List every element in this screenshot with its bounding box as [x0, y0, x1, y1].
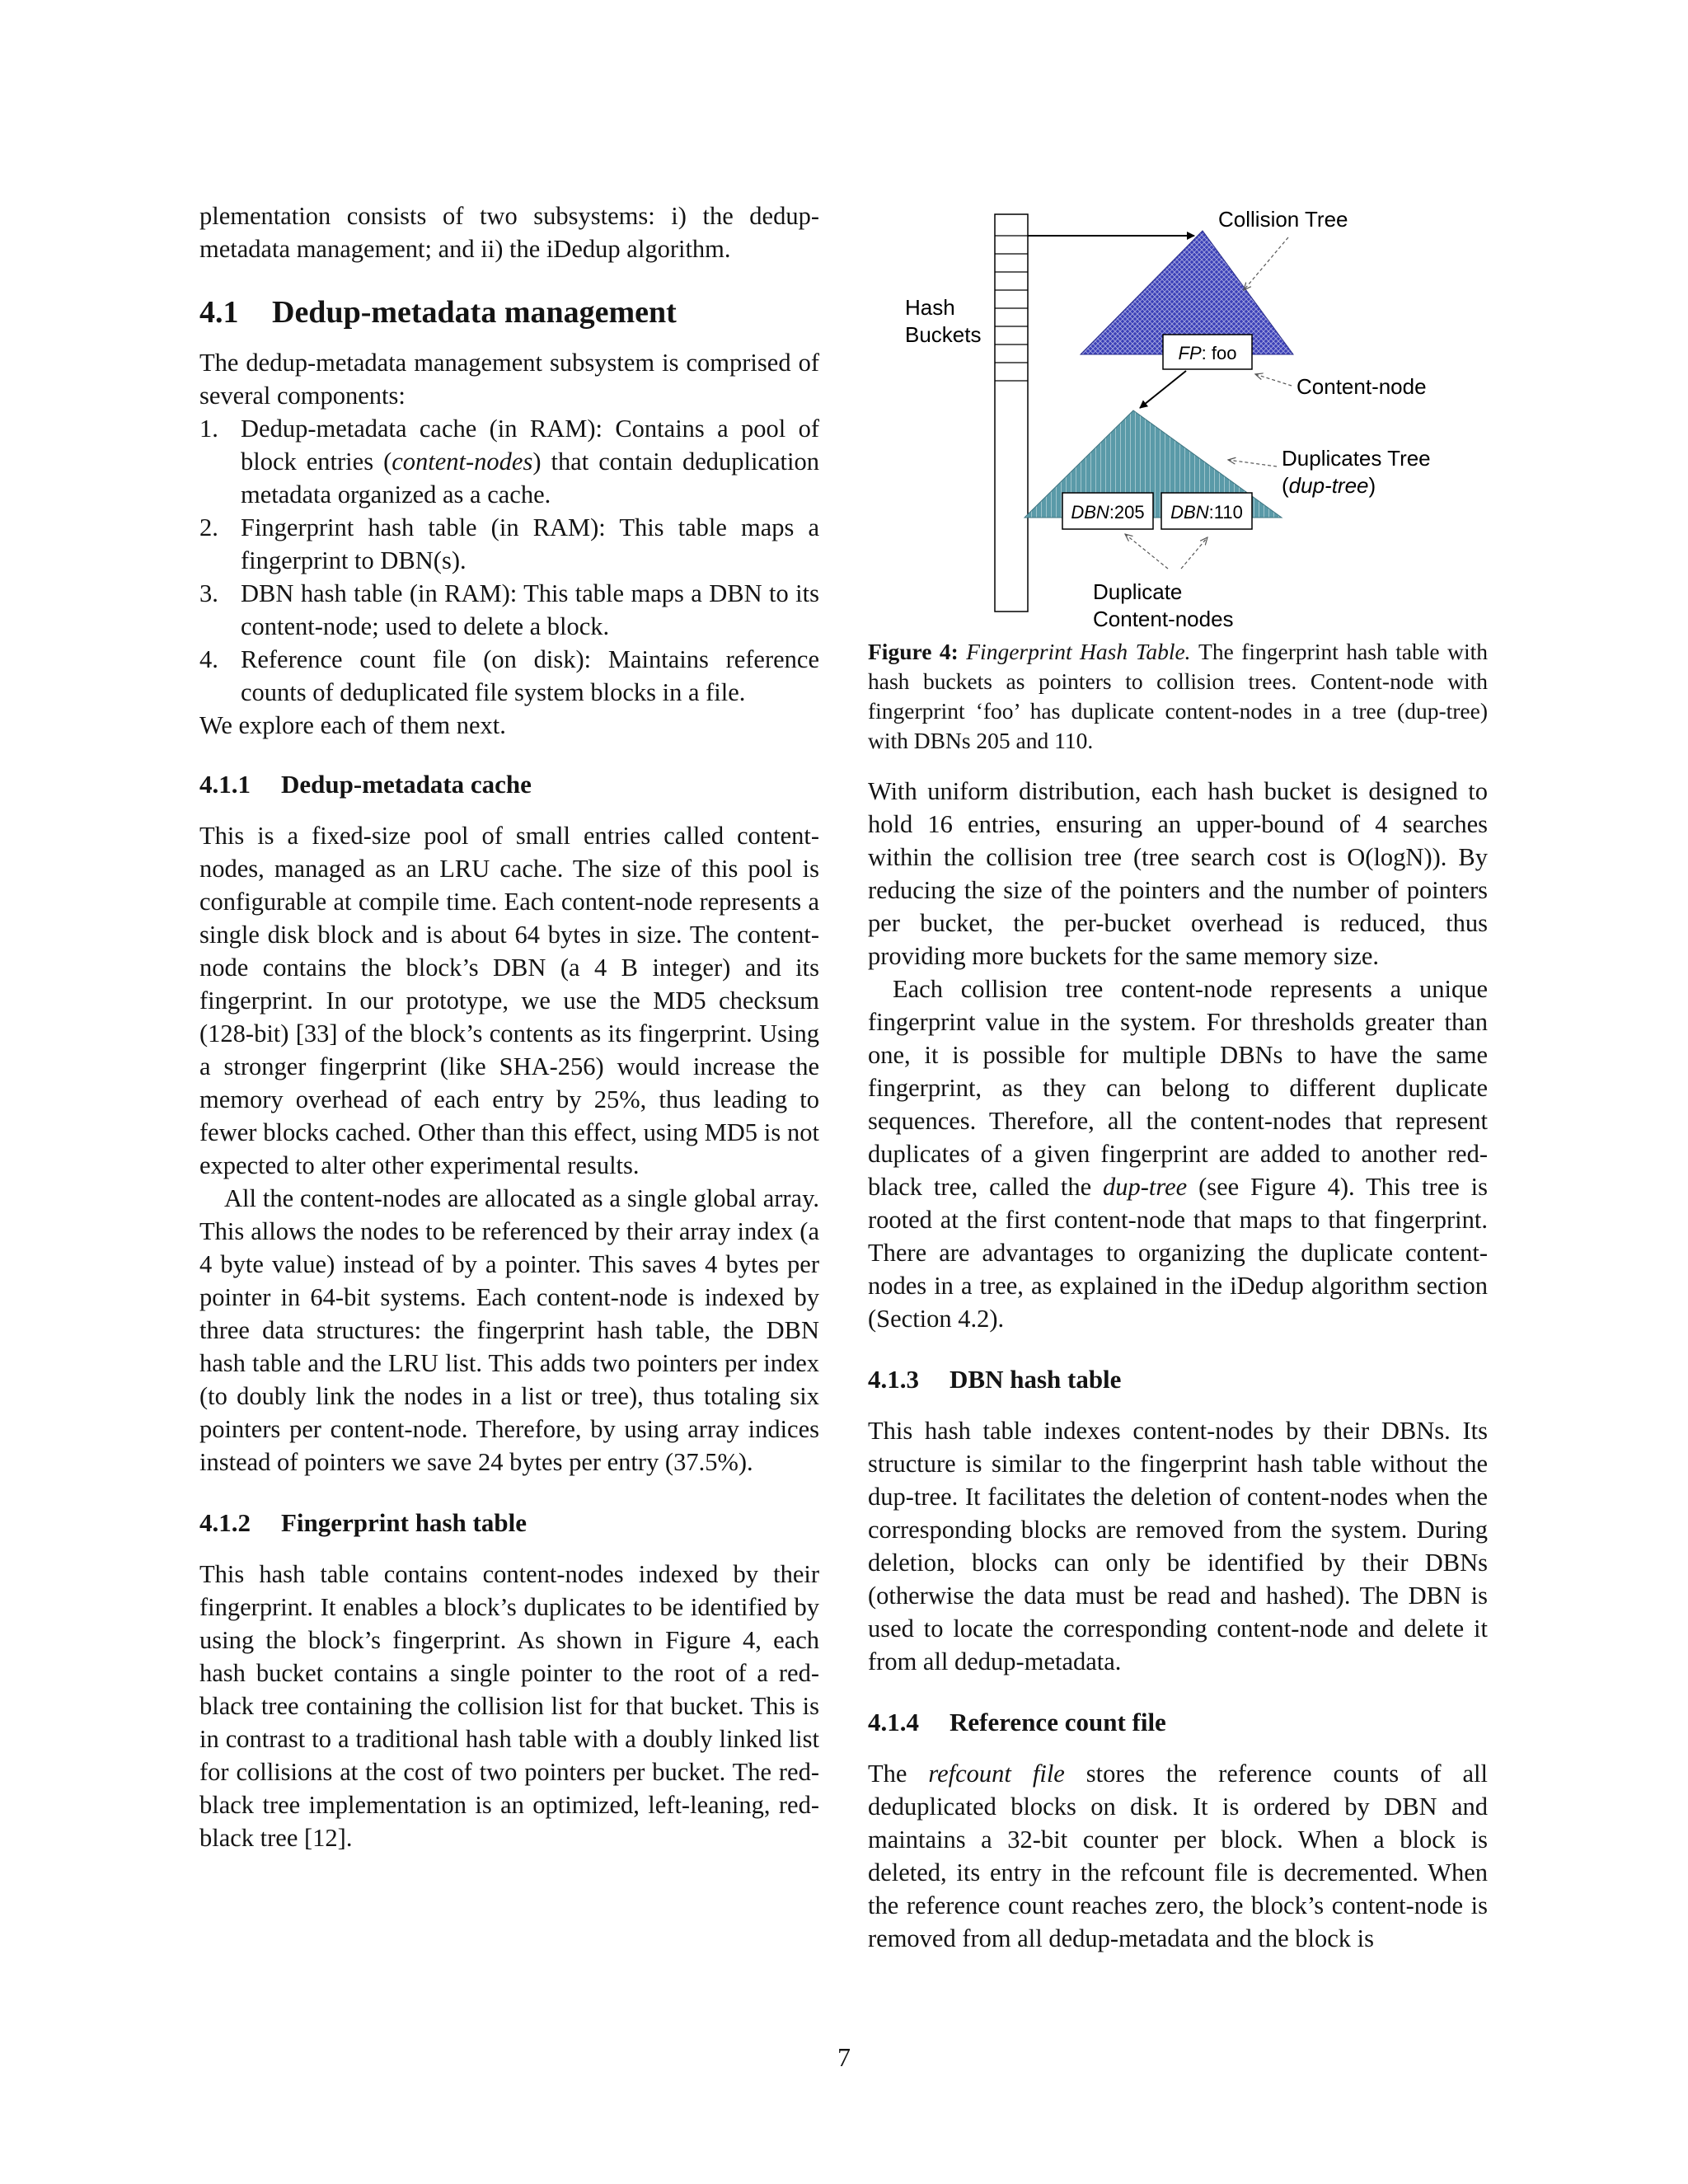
dup-tree-pointer-arrow [1140, 371, 1186, 408]
dup-tree-label-pointer [1228, 460, 1277, 466]
content-node-label: Content-node [1296, 374, 1427, 399]
explore-sentence: We explore each of them next. [199, 711, 506, 739]
dup-tree-label-line1: Duplicates Tree [1282, 446, 1431, 471]
dup-nodes-label-line2: Content-nodes [1093, 607, 1234, 631]
subsection-heading-4-1-3 [868, 1363, 1488, 1396]
list-item [199, 412, 819, 511]
components-list [199, 412, 819, 709]
figure-caption [868, 637, 1488, 756]
dup-node-pointer-right [1181, 537, 1207, 569]
subsection-heading-4-1-1 [199, 768, 819, 801]
fp-value: : foo [1201, 343, 1237, 363]
subsection-title: DBN hash table [950, 1365, 1122, 1394]
section-number: 4.1 [199, 295, 239, 330]
figure-4 [868, 198, 1488, 643]
list-item-text: DBN hash table (in RAM): This table maps a DBN to its content-node; used to delete a block. [241, 579, 819, 640]
caption-label: Figure 4: [868, 639, 959, 664]
list-item-number: 4. [199, 645, 218, 673]
content-node-pointer [1255, 374, 1292, 386]
paragraph-fingerprint-hash: This hash table contains content-nodes indexed by their fingerprint. It enables a block’s duplicates to be identified by using the block’s fingerprint. As shown in Figure 4, each hash bucket contains a single pointer to the root of a red-black tree containing the collision list for that bucket. This is in contrast to a traditional hash table with a doubly linked list for collisions at the cost of two pointers per bucket. The red-black tree implementation is an optimized, left-leaning, red-black tree [12]. [199, 1560, 819, 1852]
dup-tree-label-line2: (dup-tree) [1282, 473, 1376, 498]
intro-paragraph: plementation consists of two subsystems: i) the dedup-metadata management; and ii) the iDedup algorithm. [199, 202, 819, 263]
list-item [199, 577, 819, 643]
paragraph-uniform-distribution: With uniform distribution, each hash bucket is designed to hold 16 entries, ensuring an upper-bound of 4 searches within the collision tree (tree search cost is O(logN)). By reducing the size of the pointers and the number of pointers per bucket, the per-bucket overhead is reduced, thus providing more buckets for the same memory size. [868, 777, 1488, 970]
hash-buckets-label-line1: Hash [905, 295, 955, 320]
subsection-title: Reference count file [950, 1708, 1166, 1736]
fp-key: FP [1178, 343, 1202, 363]
hash-buckets-label-line2: Buckets [905, 322, 982, 347]
list-item-number: 1. [199, 415, 218, 443]
list-item-text: Dedup-metadata cache (in RAM): Contains a pool of block entries (content-nodes) that contain deduplication metadata organized as a cache. [241, 415, 820, 509]
list-item-number: 3. [199, 579, 218, 607]
paragraph-refcount: The refcount file stores the reference counts of all deduplicated blocks on disk. It is ordered by DBN and maintains a 32-bit counter per block. When a block is deleted, its entry in the refcount file is decremented. When the reference count reaches zero, the block’s content-node is removed from all dedup-metadata and the block is [868, 1760, 1488, 1952]
left-column [199, 199, 819, 1854]
subsection-title: Fingerprint hash table [281, 1508, 527, 1537]
paragraph-collision-content-node: Each collision tree content-node represents a unique fingerprint value in the system. For thresholds greater than one, it is possible for multiple DBNs to have the same fingerprint, as they can belong to different duplicate sequences. Therefore, all the content-nodes that represent duplicates of a given fingerprint are added to another red-black tree, called the dup-tree (see Figure 4). This tree is rooted at the first content-node that maps to that fingerprint. There are advantages to organizing the duplicate content-nodes in a tree, as explained in the iDedup algorithm section (Section 4.2). [868, 975, 1488, 1333]
section-title: Dedup-metadata management [272, 295, 677, 330]
svg-text:DBN:110: DBN:110 [1170, 502, 1243, 523]
subsection-number: 4.1.3 [868, 1365, 919, 1394]
dup-node-pointer-left [1125, 534, 1168, 569]
hash-bucket-column [995, 214, 1028, 612]
list-item-number: 2. [199, 513, 218, 541]
subsection-number: 4.1.2 [199, 1508, 251, 1537]
dup-nodes-label-line1: Duplicate [1093, 579, 1183, 604]
list-item [199, 643, 819, 709]
caption-title: Fingerprint Hash Table. [966, 639, 1191, 664]
fp-content-node [1163, 335, 1252, 369]
figure-4-diagram [868, 198, 1488, 643]
dbn-node-110 [1161, 493, 1252, 529]
list-item-text: Reference count file (on disk): Maintains reference counts of deduplicated file system blocks in a file. [241, 645, 819, 706]
page-number: 7 [837, 2042, 851, 2072]
list-item-text: Fingerprint hash table (in RAM): This table maps a fingerprint to DBN(s). [241, 513, 819, 574]
list-item [199, 511, 819, 577]
svg-text:FP: foo [1179, 343, 1237, 363]
subsection-number: 4.1.1 [199, 770, 251, 799]
paragraph-cache-2: All the content-nodes are allocated as a single global array. This allows the nodes to be referenced by their array index (a 4 byte value) instead of by a pointer. This saves 4 bytes per pointer in 64-bit systems. Each content-node is indexed by three data structures: the fingerprint hash table, the DBN hash table and the LRU list. This adds two pointers per index (to doubly link the nodes in a list or tree), thus totaling six pointers per content-node. Therefore, by using array indices instead of pointers we save 24 bytes per entry (37.5%). [199, 1184, 819, 1476]
paragraph-dbn-hash: This hash table indexes content-nodes by their DBNs. Its structure is similar to the fingerprint hash table without the dup-tree. It facilitates the deletion of content-nodes when the corresponding blocks are removed from the system. During deletion, blocks can only be identified by their DBNs (otherwise the data must be read and hashed). The DBN is used to locate the corresponding content-node and delete it from all dedup-metadata. [868, 1417, 1488, 1675]
subsection-title: Dedup-metadata cache [281, 770, 532, 799]
section-heading-4-1 [199, 293, 819, 331]
dbn-node-205 [1062, 493, 1153, 529]
caption-text: The fingerprint hash table with hash buckets as pointers to collision trees. Content-node with fingerprint ‘foo’ has duplicate content-nodes in a tree (dup-tree) with DBNs 205 and 110. [868, 639, 1488, 753]
right-column [868, 775, 1488, 1955]
subsection-heading-4-1-2 [199, 1507, 819, 1540]
svg-text:DBN:205: DBN:205 [1071, 502, 1145, 523]
paragraph-cache-1: This is a fixed-size pool of small entries called content-nodes, managed as an LRU cache. The size of this pool is configurable at compile time. Each content-node represents a single disk block and is about 64 bytes in size. The content-node contains the block’s DBN (a 4 B integer) and its fingerprint. In our prototype, we use the MD5 checksum (128-bit) [33] of the block’s contents as its fingerprint. Using a stronger fingerprint (like SHA-256) would increase the memory overhead of each entry by 25%, thus leading to fewer blocks cached. Other than this effect, using MD5 is not expected to alter other experimental results. [199, 822, 819, 1179]
collision-tree-pointer [1244, 237, 1288, 290]
subsection-heading-4-1-4 [868, 1706, 1488, 1739]
collision-tree-label: Collision Tree [1218, 207, 1348, 232]
subsection-number: 4.1.4 [868, 1708, 919, 1736]
section-intro-paragraph: The dedup-metadata management subsystem is comprised of several components: [199, 349, 819, 410]
